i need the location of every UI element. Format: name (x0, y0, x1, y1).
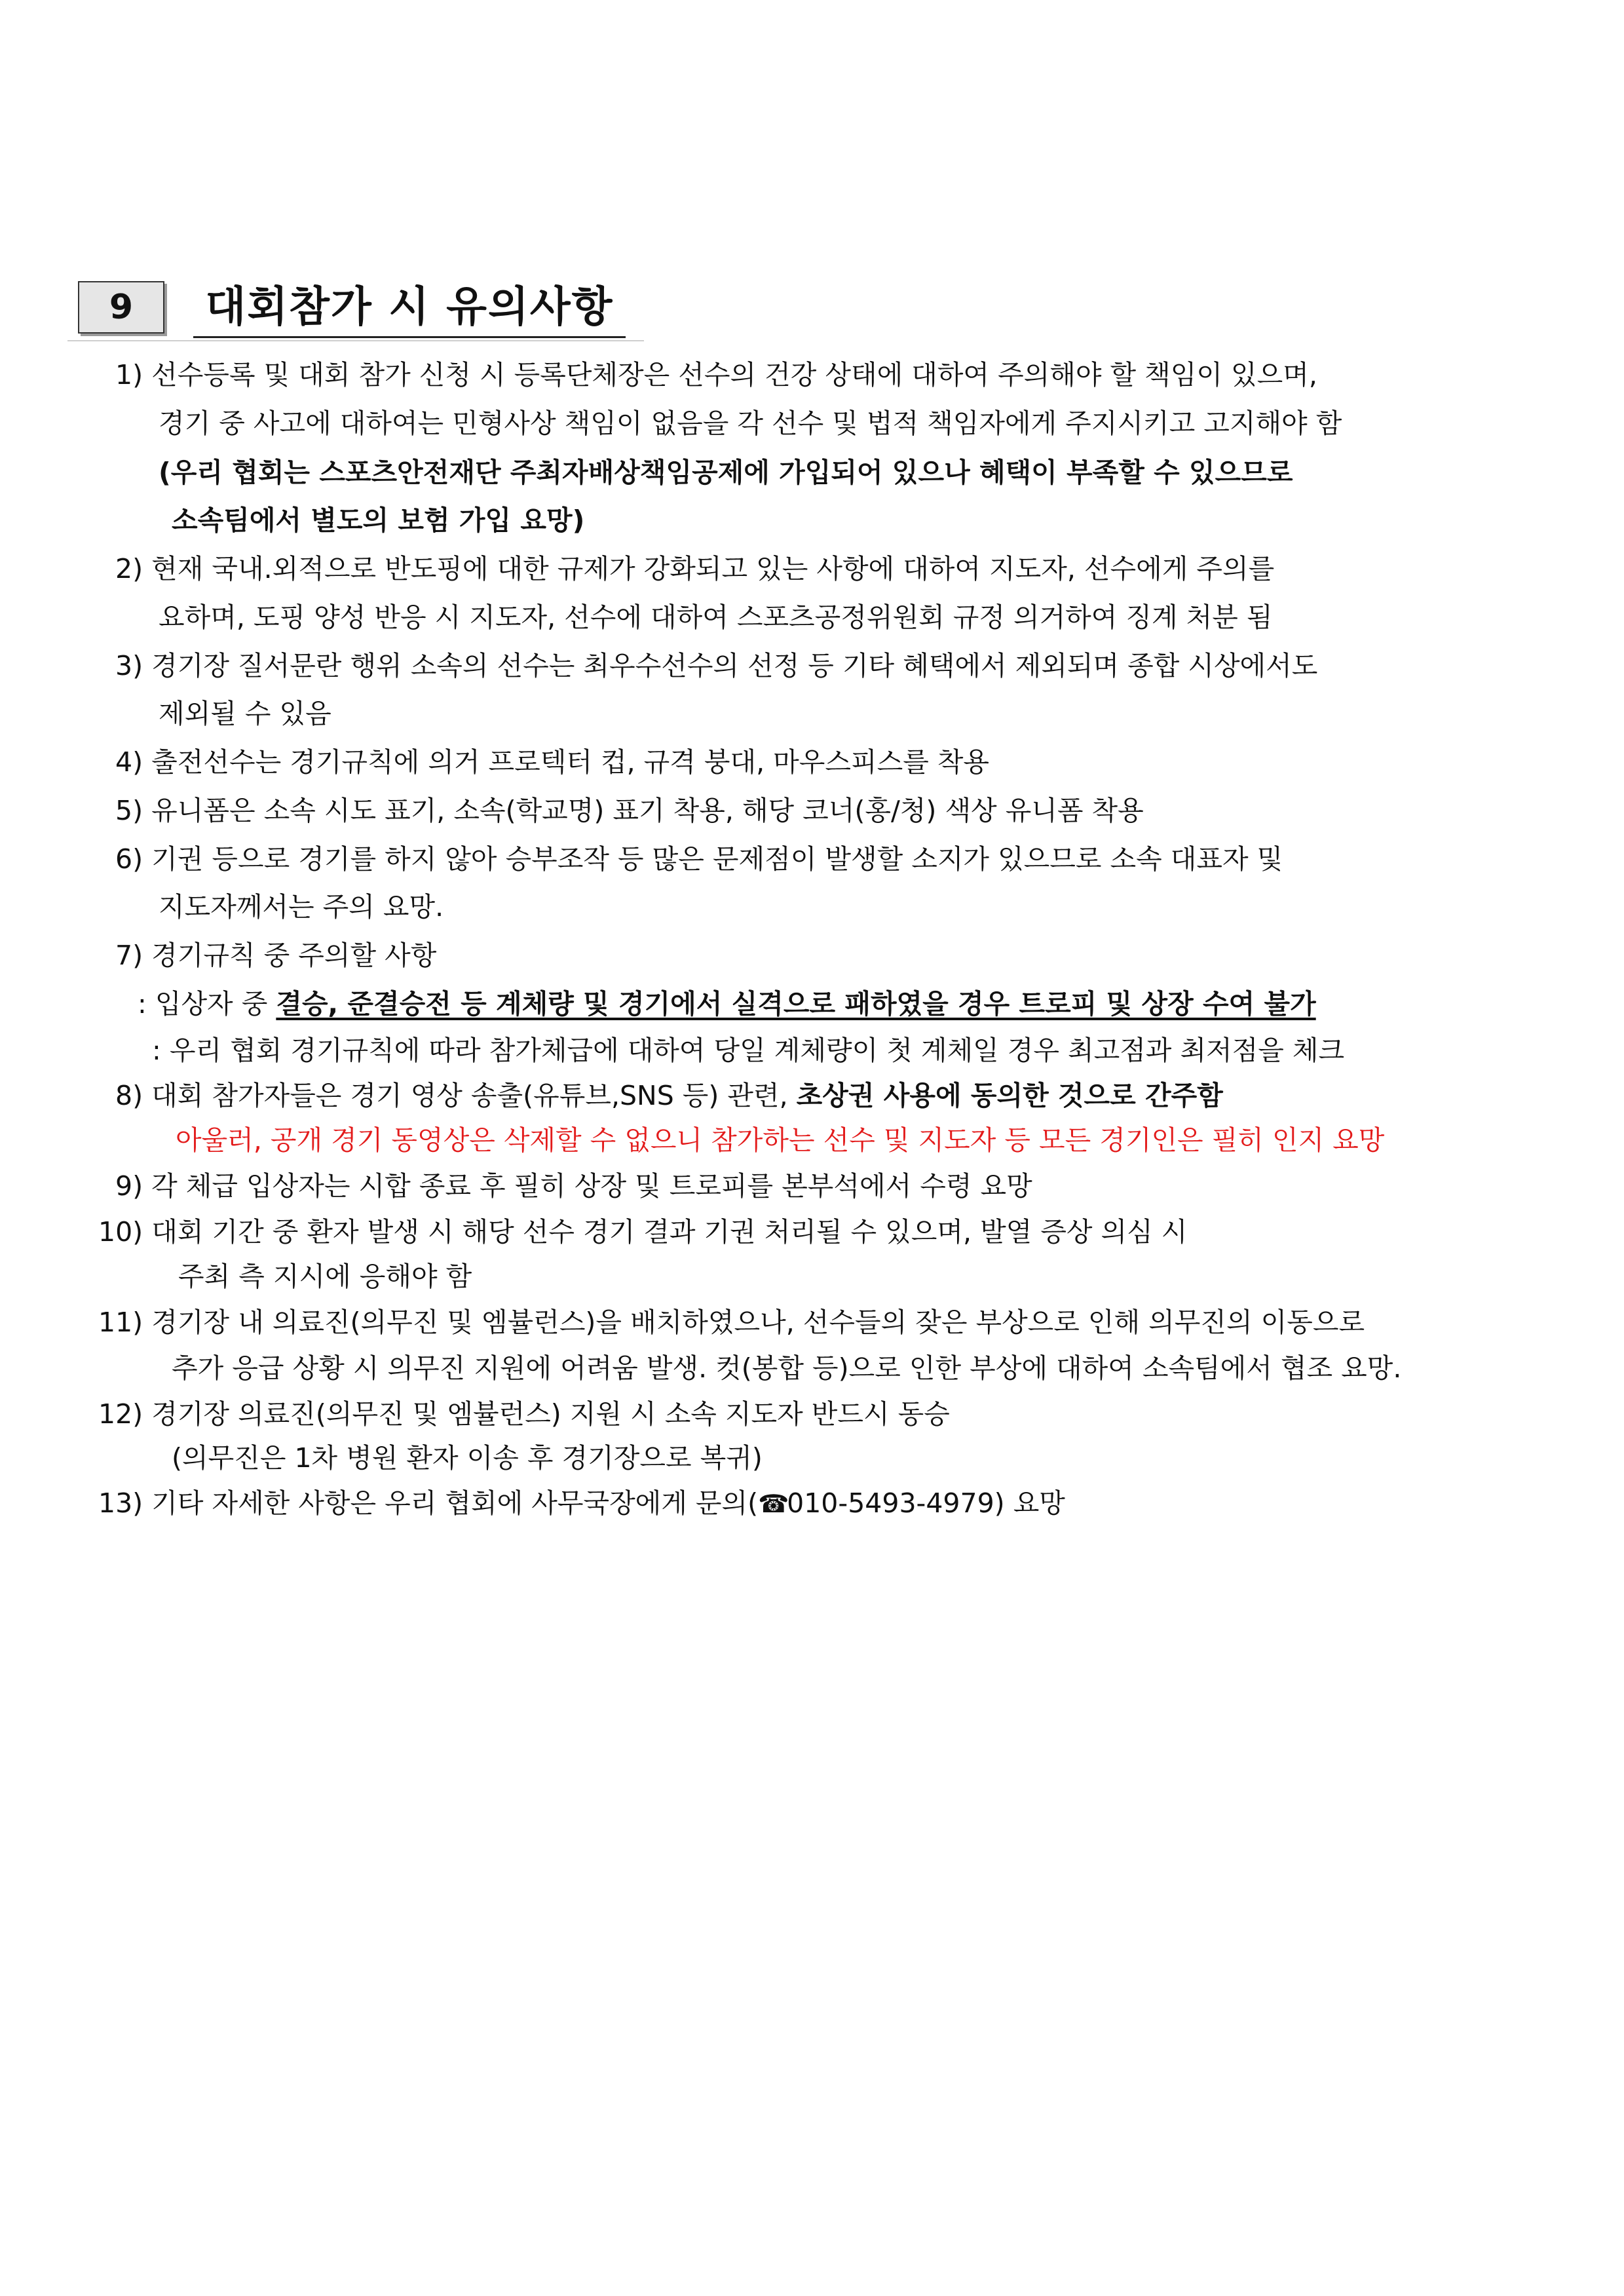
header-divider (67, 340, 644, 341)
item-text: 경기장 의료진(의무진 및 엠뷸런스) 지원 시 소속 지도자 반드시 동승 (151, 1398, 950, 1430)
item-number: 5) (115, 795, 143, 826)
item-number: 8) (115, 1080, 143, 1111)
list-item-12-line-1 (98, 1391, 950, 1437)
sub-text: : 우리 협회 경기규칙에 따라 참가체급에 대하여 당일 계체량이 첫 계체일 경우 최고점과 최저점을 체크 (152, 1035, 1345, 1066)
list-item-8-line-2 (176, 1117, 1384, 1163)
phone-number: 010-5493-4979) 요망 (787, 1487, 1065, 1519)
item-text: 출전선수는 경기규칙에 의거 프로텍터 컵, 규격 붕대, 마우스피스를 착용 (151, 746, 990, 778)
list-item-4-line-1 (115, 739, 989, 785)
list-item-7-line-1 (115, 932, 436, 978)
section-number-box: 9 (78, 281, 164, 334)
item-text: 요하며, 도핑 양성 반응 시 지도자, 선수에 대하여 스포츠공정위원회 규정 의거하여 징계 처분 됨 (159, 602, 1273, 633)
item-text: 기권 등으로 경기를 하지 않아 승부조작 등 많은 문제점이 발생할 소지가 있으므로 소속 대표자 및 (151, 843, 1283, 875)
portrait-rights-note: 초상권 사용에 동의한 것으로 간주함 (796, 1080, 1223, 1111)
item-text: 대회 기간 중 환자 발생 시 해당 선수 경기 결과 기권 처리될 수 있으며, 발열 증상 의심 시 (151, 1216, 1188, 1248)
item-text: (의무진은 1차 병원 환자 이송 후 경기장으로 복귀) (172, 1442, 763, 1474)
list-item-9-line-1 (115, 1163, 1032, 1209)
list-item-6-line-2 (159, 884, 444, 930)
list-item-10-line-2 (178, 1253, 472, 1299)
list-item-7-sub-2 (152, 1027, 1344, 1073)
list-item-11-line-1 (98, 1299, 1365, 1345)
item-text: 각 체급 입상자는 시합 종료 후 필히 상장 및 트로피를 본부석에서 수령 요망 (151, 1170, 1032, 1202)
item-text: 경기규칙 중 주의할 사항 (151, 940, 437, 971)
list-item-5-line-1 (115, 788, 1144, 833)
item-number: 11) (98, 1307, 143, 1338)
item-number: 3) (115, 650, 143, 681)
list-item-3-line-1 (115, 643, 1317, 689)
item-text: 경기장 질서문란 행위 소속의 선수는 최우수선수의 선정 등 기타 혜택에서 제외되며 종합 시상에서도 (151, 650, 1318, 681)
list-item-11-line-2 (172, 1345, 1401, 1391)
item-text: 경기 중 사고에 대하여는 민형사상 책임이 없음을 각 선수 및 법적 책임자에게 주지시키고 고지해야 함 (159, 408, 1342, 439)
insurance-note: 소속팀에서 별도의 보험 가입 요망) (172, 505, 585, 536)
list-item-2-line-1 (115, 546, 1274, 592)
list-item-1-line-3 (159, 450, 1293, 495)
section-header (67, 271, 644, 341)
list-item-1-line-1 (115, 352, 1557, 398)
insurance-note: (우리 협회는 스포츠안전재단 주최자배상책임공제에 가입되어 있으나 혜택이 부족할 수 있으므로 (159, 457, 1293, 488)
item-text: 경기장 내 의료진(의무진 및 엠뷸런스)을 배치하였으나, 선수들의 잦은 부상으로 인해 의무진의 이동으로 (151, 1307, 1365, 1338)
video-warning: 아울러, 공개 경기 동영상은 삭제할 수 없으니 참가하는 선수 및 지도자 등 모든 경기인은 필히 인지 요망 (176, 1124, 1385, 1156)
item-text: 기타 자세한 사항은 우리 협회에 사무국장에게 문의( (151, 1487, 759, 1519)
item-number: 2) (115, 553, 143, 584)
item-number: 13) (98, 1487, 143, 1519)
item-number: 9) (115, 1170, 143, 1202)
list-item-8-line-1 (115, 1073, 1223, 1119)
item-number: 12) (98, 1398, 143, 1430)
list-item-10-line-1 (98, 1209, 1187, 1255)
sub-text: : 입상자 중 (138, 988, 276, 1020)
trophy-disqualification-note: 결승, 준결승전 등 계체량 및 경기에서 실격으로 패하였을 경우 트로피 및 상장 수여 불가 (276, 988, 1316, 1020)
item-number: 10) (98, 1216, 143, 1248)
item-text: 유니폼은 소속 시도 표기, 소속(학교명) 표기 착용, 해당 코너(홍/청) 색상 유니폼 착용 (151, 795, 1144, 826)
item-text: 현재 국내.외적으로 반도핑에 대한 규제가 강화되고 있는 사항에 대하여 지도자, 선수에게 주의를 (151, 553, 1275, 584)
item-text: 대회 참가자들은 경기 영상 송출(유튜브,SNS 등) 관련, (151, 1080, 797, 1111)
item-text: 선수등록 및 대회 참가 신청 시 등록단체장은 선수의 건강 상태에 대하여 주의해야 할 책임이 있으며, (151, 359, 1317, 391)
telephone-icon: ☎ (758, 1489, 789, 1518)
list-item-2-line-2 (159, 594, 1273, 640)
item-text: 주최 측 지시에 응해야 함 (178, 1261, 472, 1292)
item-number: 6) (115, 843, 143, 875)
item-text: 지도자께서는 주의 요망. (159, 891, 444, 923)
item-number: 4) (115, 746, 143, 778)
list-item-13-line-1 (98, 1480, 1065, 1526)
list-item-1-line-4 (172, 497, 584, 543)
item-text: 제외될 수 있음 (159, 698, 331, 729)
item-text: 추가 응급 상황 시 의무진 지원에 어려움 발생. 컷(봉합 등)으로 인한 부상에 대하여 소속팀에서 협조 요망. (172, 1352, 1402, 1384)
list-item-1-line-2 (159, 400, 1342, 446)
list-item-6-line-1 (115, 836, 1283, 882)
list-item-12-line-2 (172, 1435, 763, 1481)
item-number: 7) (115, 940, 143, 971)
list-item-7-sub-1 (138, 981, 1316, 1027)
item-number: 1) (115, 359, 143, 391)
section-title: 대회참가 시 유의사항 (193, 271, 626, 338)
list-item-3-line-2 (159, 691, 331, 737)
